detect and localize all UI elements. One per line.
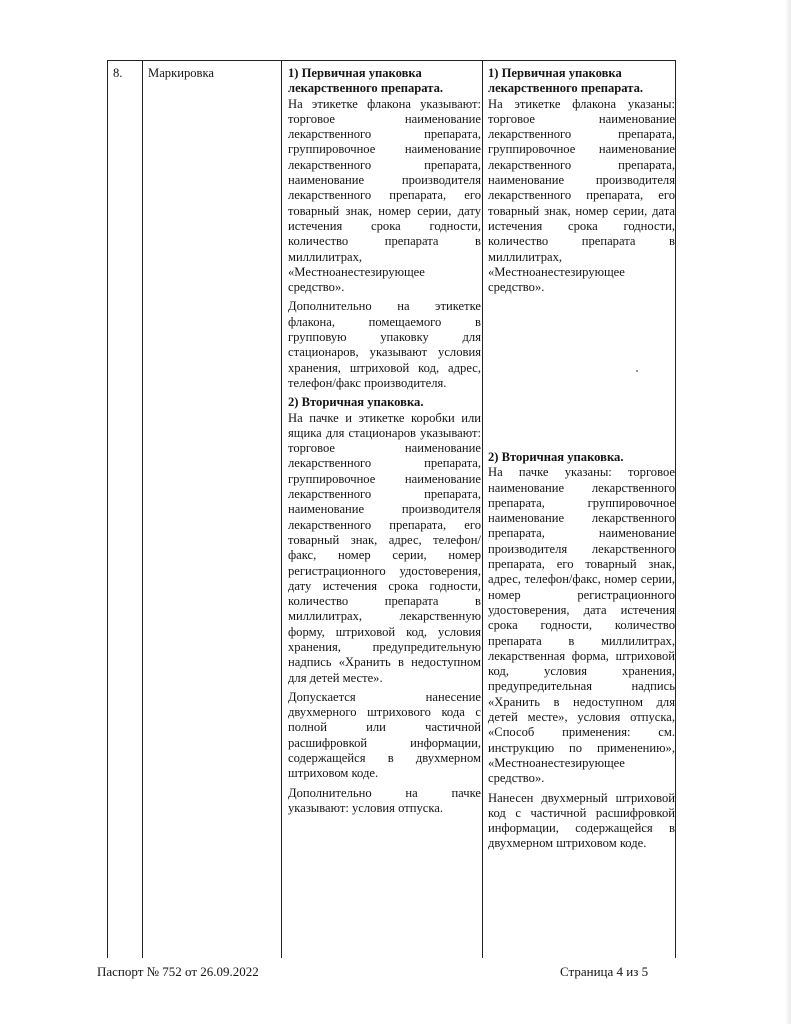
col-a-secondary-text-1: На пачке и этикетке коробки или ящика для стационаров указывают: торговое наименование лекарственного препарата, группировочное наименование лекарственного препарата, наименование производителя лекарственного препарата, его товарный знак, адрес, телефон/факс, номер серии, номер регистрационного удостоверения, дату истечения срока годности, количество препарата в миллилитрах, лекарственную форму, штриховой код, условия хранения, предупредительную надпись «Хранить в недоступном для детей месте». [288,410,481,685]
col-a-secondary-heading: 2) Вторичная упаковка. [288,395,424,410]
col-b-secondary-heading: 2) Вторичная упаковка. [488,450,624,464]
labeling-table [107,60,676,958]
column-a-content [288,66,481,816]
row-name: Маркировка [148,66,215,80]
col-a-primary-heading: 1) Первичная упаковка лекарственного препарата. [288,66,444,96]
passport-footer: Паспорт № 752 от 26.09.2022 [97,964,259,979]
col-a-secondary-text-2: Допускается нанесение двухмерного штрихового кода с полной или частичной расшифровкой информации, содержащейся в двухмерном штриховом коде. [288,689,481,781]
col-b-secondary-text-1: На пачке указаны: торговое наименование лекарственного препарата, группировочное наименование лекарственного препарата, наименование производителя лекарственного препарата, его товарный знак, адрес, телефон/факс, номер серии, номер регистрационного удостоверения, дата истечения срока годности, количество препарата в миллилитрах, лекарственная форма, штриховой код, условия хранения, предупредительная надпись «Хранить в недоступном для детей месте», условия отпуска, «Способ применения: см. инструкцию по применению», «Местноанестезирующее средство». [488,465,675,786]
col-a-primary-text-1: На этикетке флакона указывают: торговое наименование лекарственного препарата, группировочное наименование лекарственного препарата, наименование производителя лекарственного препарата, его товарный знак, номер серии, дату истечения срока годности, количество препарата в миллилитрах, «Местноанестезирующее средство». [288,96,481,295]
col-b-secondary-text-2: Нанесен двухмерный штриховой код с частичной расшифровкой информации, содержащейся в двухмерном штриховом коде. [488,790,675,851]
column-b-content [488,66,675,851]
col-a-secondary-text-3: Дополнительно на пачке указывают: условия отпуска. [288,785,481,815]
scan-speck [636,370,638,372]
table-left-border [107,60,108,958]
column-divider-1 [142,60,143,958]
scan-edge-shadow [785,0,791,1024]
col-b-primary-heading: 1) Первичная упаковка лекарственного препарата. [488,66,644,96]
column-divider-3 [482,60,483,958]
page-number-footer: Страница 4 из 5 [560,964,649,979]
row-number: 8. [113,66,123,80]
col-b-primary-text-1: На этикетке флакона указаны: торговое наименование лекарственного препарата, группировочное наименование лекарственного препарата, наименование производителя лекарственного препарата, его товарный знак, номер серии, дата истечения срока годности, количество препарата в миллилитрах, «Местноанестезирующее средство». [488,96,675,295]
table-right-border [675,60,676,958]
column-divider-2 [281,60,282,958]
col-a-primary-text-2: Дополнительно на этикетке флакона, помещаемого в групповую упаковку для стационаров, указывают условия хранения, штриховой код, адрес, телефон/факс производителя. [288,299,481,390]
col-b-secondary-block [488,450,675,852]
table-top-border [107,60,676,61]
